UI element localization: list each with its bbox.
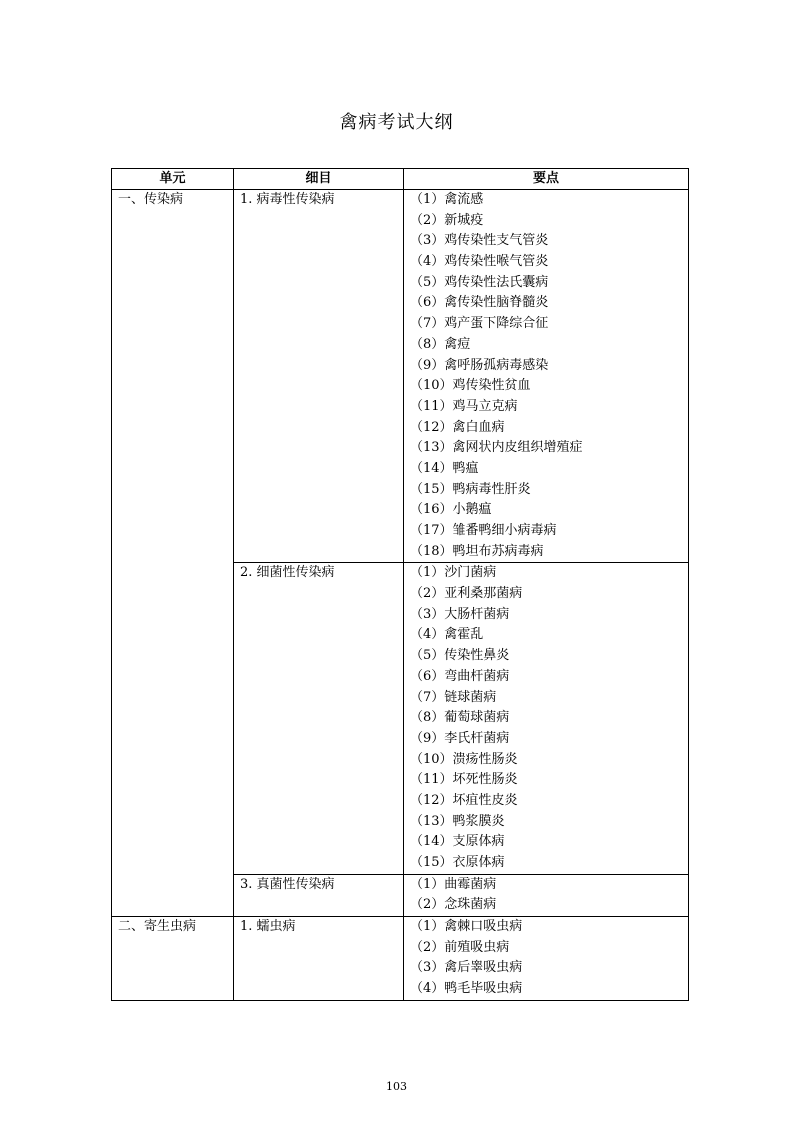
unit-cell: 二、寄生虫病	[112, 917, 234, 1001]
point-item: （7）鸡产蛋下降综合征	[410, 316, 549, 332]
point-item: （9）禽呼肠孤病毒感染	[410, 357, 549, 373]
point-item: （15）衣原体病	[410, 855, 505, 870]
point-item: （13）禽网状内皮组织增殖症	[410, 440, 583, 456]
point-item: （2）前殖吸虫病	[410, 939, 510, 955]
point-item: （11）鸡马立克病	[410, 398, 518, 414]
point-item: （9）李氏杆菌病	[410, 730, 510, 746]
point-item: （14）支原体病	[410, 834, 505, 850]
point-item: （2）念珠菌病	[410, 897, 497, 913]
point-item: （18）鸭坦布苏病毒病	[410, 543, 544, 559]
table-row	[112, 190, 689, 563]
points-cell	[404, 874, 689, 916]
point-item: （4）禽霍乱	[410, 627, 484, 643]
point-item: （2）亚利桑那菌病	[410, 586, 523, 602]
item-cell: 1. 病毒性传染病	[234, 190, 404, 563]
header-item: 细目	[234, 169, 404, 190]
point-item: （6）弯曲杆菌病	[410, 668, 510, 684]
table-row	[112, 917, 689, 1001]
point-item: （13）鸭浆膜炎	[410, 813, 505, 829]
point-item: （1）禽棘口吸虫病	[410, 919, 523, 935]
point-item: （8）禽痘	[410, 336, 471, 352]
point-item: （14）鸭瘟	[410, 460, 479, 476]
syllabus-table	[111, 168, 689, 1001]
point-item: （4）鸭毛毕吸虫病	[410, 981, 523, 997]
point-item: （7）链球菌病	[410, 689, 497, 705]
point-item: （8）葡萄球菌病	[410, 710, 510, 726]
point-item: （6）禽传染性脑脊髓炎	[410, 295, 549, 311]
item-cell: 2. 细菌性传染病	[234, 563, 404, 874]
point-item: （1）沙门菌病	[410, 565, 497, 581]
point-item: （11）坏死性肠炎	[410, 772, 518, 788]
item-cell: 3. 真菌性传染病	[234, 874, 404, 916]
page-number: 103	[386, 1080, 407, 1093]
point-item: （3）大肠杆菌病	[410, 606, 510, 622]
point-item: （2）新城疫	[410, 212, 484, 228]
point-item: （12）禽白血病	[410, 419, 505, 435]
point-item: （12）坏疽性皮炎	[410, 792, 518, 808]
point-item: （5）传染性鼻炎	[410, 648, 510, 664]
point-item: （17）雏番鸭细小病毒病	[410, 523, 557, 538]
point-item: （1）曲霉菌病	[410, 876, 497, 892]
point-item: （10）溃疡性肠炎	[410, 751, 518, 767]
table-header-row	[112, 169, 689, 190]
header-points: 要点	[404, 169, 689, 190]
page-title: 禽病考试大纲	[339, 112, 454, 133]
table-body	[112, 190, 689, 1001]
points-cell	[404, 917, 689, 1001]
point-item: （15）鸭病毒性肝炎	[410, 481, 531, 497]
point-item: （3）禽后睾吸虫病	[410, 960, 523, 976]
point-item: （16）小鹅瘟	[410, 502, 492, 518]
points-cell	[404, 190, 689, 563]
unit-cell: 一、传染病	[112, 190, 234, 917]
header-unit: 单元	[112, 169, 234, 190]
point-item: （3）鸡传染性支气管炎	[410, 233, 549, 249]
item-cell: 1. 蠕虫病	[234, 917, 404, 1001]
point-item: （1）禽流感	[410, 192, 484, 207]
points-cell	[404, 563, 689, 874]
point-item: （5）鸡传染性法氏囊病	[410, 274, 549, 290]
point-item: （4）鸡传染性喉气管炎	[410, 254, 549, 270]
point-item: （10）鸡传染性贫血	[410, 378, 531, 394]
